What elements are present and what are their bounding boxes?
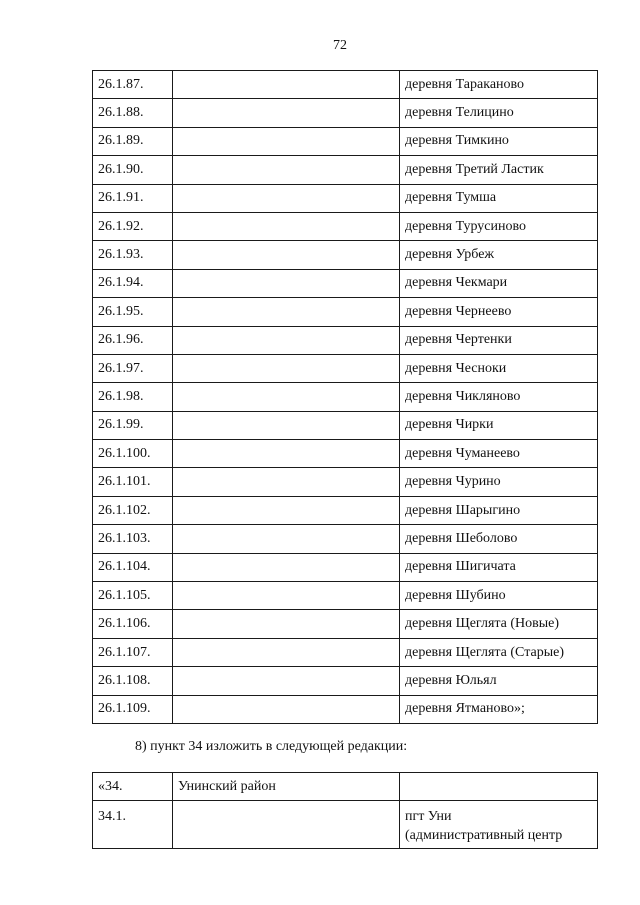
table-row: [93, 667, 598, 695]
empty-cell: [173, 638, 400, 666]
table-row: [93, 638, 598, 666]
empty-cell: [173, 71, 400, 99]
row-number: 26.1.97.: [93, 354, 173, 382]
page-number: 72: [333, 38, 347, 53]
district-name: Унинский район: [173, 773, 400, 801]
settlement-name: деревня Тараканово: [400, 71, 598, 99]
table-row: [93, 184, 598, 212]
settlement-name: деревня Чикляново: [400, 383, 598, 411]
settlement-name: деревня Чурино: [400, 468, 598, 496]
row-number: 26.1.109.: [93, 695, 173, 723]
table-row: [93, 127, 598, 155]
settlement-name: деревня Чекмари: [400, 269, 598, 297]
row-number: 26.1.95.: [93, 298, 173, 326]
table-row: [93, 801, 598, 849]
table-row: [93, 695, 598, 723]
empty-cell: [173, 269, 400, 297]
settlement-name: деревня Чертенки: [400, 326, 598, 354]
row-number: 26.1.88.: [93, 99, 173, 127]
empty-cell: [173, 326, 400, 354]
empty-cell: [173, 99, 400, 127]
settlement-name: деревня Тумша: [400, 184, 598, 212]
row-number: 26.1.100.: [93, 440, 173, 468]
empty-cell: [400, 773, 598, 801]
table-row: [93, 610, 598, 638]
settlement-name: деревня Щеглята (Новые): [400, 610, 598, 638]
empty-cell: [173, 525, 400, 553]
settlement-name: деревня Чесноки: [400, 354, 598, 382]
empty-cell: [173, 440, 400, 468]
settlements-table: [92, 70, 598, 724]
table-row: [93, 241, 598, 269]
row-number: 26.1.92.: [93, 212, 173, 240]
table-row: [93, 440, 598, 468]
row-number: 26.1.87.: [93, 71, 173, 99]
row-number: 26.1.103.: [93, 525, 173, 553]
settlement-name: деревня Чернеево: [400, 298, 598, 326]
empty-cell: [173, 383, 400, 411]
table-row: [93, 156, 598, 184]
empty-cell: [173, 801, 400, 849]
settlement-name: деревня Шеболово: [400, 525, 598, 553]
settlement-note: (административный центр: [405, 828, 563, 843]
empty-cell: [173, 553, 400, 581]
empty-cell: [173, 354, 400, 382]
empty-cell: [173, 241, 400, 269]
table-row: [93, 582, 598, 610]
empty-cell: [173, 212, 400, 240]
table-row: [93, 326, 598, 354]
row-number: 26.1.106.: [93, 610, 173, 638]
settlement-name: деревня Шубино: [400, 582, 598, 610]
row-number: 26.1.93.: [93, 241, 173, 269]
settlement-name: деревня Третий Ластик: [400, 156, 598, 184]
settlement-name: деревня Тимкино: [400, 127, 598, 155]
table-row: [93, 496, 598, 524]
empty-cell: [173, 582, 400, 610]
settlement-name: деревня Шарыгино: [400, 496, 598, 524]
empty-cell: [173, 184, 400, 212]
row-number: 26.1.96.: [93, 326, 173, 354]
empty-cell: [173, 156, 400, 184]
row-number: 26.1.107.: [93, 638, 173, 666]
row-number: 26.1.108.: [93, 667, 173, 695]
row-number: 26.1.98.: [93, 383, 173, 411]
row-number: 26.1.102.: [93, 496, 173, 524]
row-number: 26.1.101.: [93, 468, 173, 496]
row-number: 26.1.104.: [93, 553, 173, 581]
settlement-cell: [400, 801, 598, 849]
settlement-name: деревня Урбеж: [400, 241, 598, 269]
settlement-name: деревня Чуманеево: [400, 440, 598, 468]
empty-cell: [173, 298, 400, 326]
table-row: [93, 411, 598, 439]
empty-cell: [173, 468, 400, 496]
row-number: 26.1.94.: [93, 269, 173, 297]
amendment-paragraph: 8) пункт 34 изложить в следующей редакции:: [135, 739, 408, 754]
row-number: 26.1.91.: [93, 184, 173, 212]
table-row: [93, 269, 598, 297]
empty-cell: [173, 610, 400, 638]
row-number: «34.: [93, 773, 173, 801]
row-number: 26.1.99.: [93, 411, 173, 439]
empty-cell: [173, 496, 400, 524]
table-row: [93, 773, 598, 801]
row-number: 34.1.: [93, 801, 173, 849]
table-row: [93, 71, 598, 99]
settlement-name: пгт Уни: [405, 809, 452, 824]
settlement-name: деревня Шигичата: [400, 553, 598, 581]
empty-cell: [173, 695, 400, 723]
row-number: 26.1.90.: [93, 156, 173, 184]
table-row: [93, 354, 598, 382]
district-table: [92, 772, 598, 849]
settlement-name: деревня Ятманово»;: [400, 695, 598, 723]
settlement-name: деревня Турусиново: [400, 212, 598, 240]
table-row: [93, 212, 598, 240]
empty-cell: [173, 127, 400, 155]
table-row: [93, 468, 598, 496]
table-row: [93, 99, 598, 127]
settlement-name: деревня Телицино: [400, 99, 598, 127]
empty-cell: [173, 411, 400, 439]
table-row: [93, 298, 598, 326]
settlement-name: деревня Щеглята (Старые): [400, 638, 598, 666]
row-number: 26.1.105.: [93, 582, 173, 610]
row-number: 26.1.89.: [93, 127, 173, 155]
table-row: [93, 553, 598, 581]
table-row: [93, 383, 598, 411]
empty-cell: [173, 667, 400, 695]
table-row: [93, 525, 598, 553]
settlement-name: деревня Юльял: [400, 667, 598, 695]
settlement-name: деревня Чирки: [400, 411, 598, 439]
